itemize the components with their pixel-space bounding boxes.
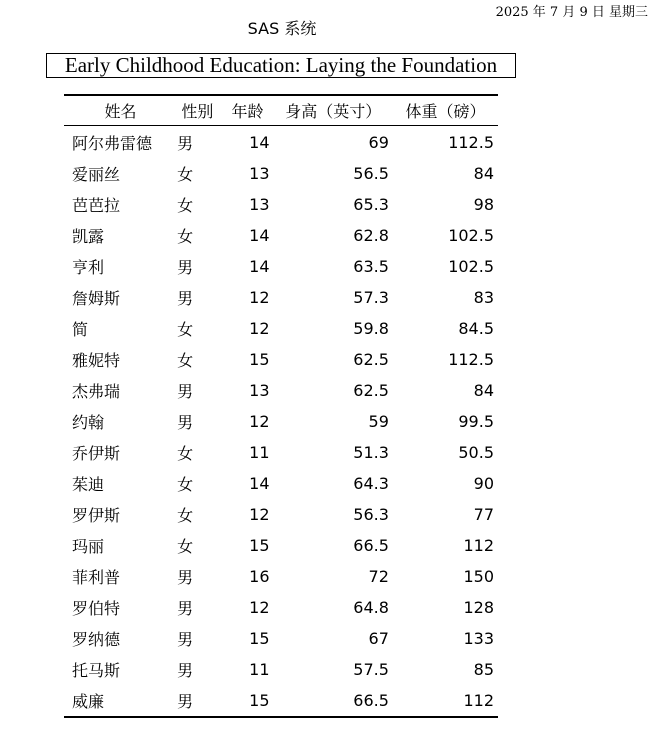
cell-height: 72: [368, 567, 389, 586]
data-table: [64, 94, 498, 718]
report-date: 2025 年 7 月 9 日 星期三: [495, 5, 648, 20]
cell-name: 凯露: [72, 227, 105, 246]
cell-age: 16: [249, 567, 270, 586]
table-row: [64, 530, 498, 561]
cell-weight: 128: [463, 598, 494, 617]
cell-age: 12: [249, 505, 270, 524]
cell-height: 69: [368, 132, 389, 152]
cell-sex: 女: [177, 196, 194, 215]
cell-height: 64.8: [353, 598, 389, 617]
cell-height: 66.5: [274, 685, 393, 717]
table-row: [64, 282, 498, 313]
cell-name: 罗伊斯: [72, 506, 121, 525]
cell-age: 13: [249, 195, 270, 214]
table-row: [64, 685, 498, 717]
table-row: [64, 313, 498, 344]
cell-name: 阿尔弗雷德: [72, 133, 153, 153]
cell-age: 13: [249, 381, 270, 400]
cell-height: 59: [368, 412, 389, 431]
table-row: [64, 406, 498, 437]
cell-weight: 98: [473, 195, 494, 214]
cell-height: 56.3: [353, 505, 389, 524]
cell-sex: 女: [177, 444, 194, 463]
column-header-height: 身高（英寸）: [274, 95, 393, 126]
cell-weight: 90: [473, 474, 494, 493]
cell-age: 12: [249, 319, 270, 338]
table-row: [64, 623, 498, 654]
cell-height: 67: [368, 629, 389, 648]
cell-height: 62.5: [353, 350, 389, 369]
cell-name: 罗纳德: [72, 630, 121, 649]
table-row: [64, 251, 498, 282]
cell-name: 茱迪: [72, 475, 105, 494]
table-body: [64, 126, 498, 718]
cell-weight: 84.5: [458, 319, 494, 338]
cell-weight: 112: [393, 685, 498, 717]
cell-age: 11: [249, 443, 270, 462]
column-header-name: 姓名: [64, 95, 173, 126]
cell-age: 14: [249, 226, 270, 245]
cell-age: 13: [249, 164, 270, 183]
cell-name: 芭芭拉: [72, 196, 121, 215]
table-header-row: [64, 95, 498, 126]
cell-age: 11: [249, 660, 270, 679]
cell-sex: 男: [177, 599, 194, 618]
cell-sex: 男: [177, 630, 194, 649]
cell-age: 12: [249, 288, 270, 307]
cell-sex: 男: [177, 413, 194, 432]
cell-sex: 女: [177, 320, 194, 339]
cell-sex: 女: [177, 351, 194, 370]
cell-weight: 50.5: [458, 443, 494, 462]
cell-age: 15: [222, 685, 274, 717]
cell-name: 威廉: [64, 685, 173, 717]
cell-weight: 112.5: [448, 350, 494, 369]
cell-name: 罗伯特: [72, 599, 121, 618]
cell-name: 托马斯: [72, 661, 121, 680]
cell-height: 63.5: [353, 257, 389, 276]
cell-weight: 83: [473, 288, 494, 307]
cell-name: 乔伊斯: [72, 444, 121, 463]
cell-weight: 102.5: [448, 257, 494, 276]
cell-height: 64.3: [353, 474, 389, 493]
cell-age: 15: [249, 536, 270, 555]
column-header-sex: 性别: [173, 95, 222, 126]
cell-height: 56.5: [353, 164, 389, 183]
cell-age: 15: [249, 629, 270, 648]
table-row: [64, 561, 498, 592]
cell-name: 玛丽: [72, 537, 105, 556]
cell-height: 59.8: [353, 319, 389, 338]
cell-weight: 102.5: [448, 226, 494, 245]
table-row: [64, 126, 498, 159]
table-row: [64, 592, 498, 623]
table-row: [64, 654, 498, 685]
cell-age: 12: [249, 412, 270, 431]
cell-sex: 女: [177, 227, 194, 246]
table-row: [64, 158, 498, 189]
cell-height: 57.5: [353, 660, 389, 679]
table-row: [64, 375, 498, 406]
cell-name: 詹姆斯: [72, 289, 121, 308]
cell-weight: 99.5: [458, 412, 494, 431]
cell-name: 杰弗瑞: [72, 382, 121, 401]
cell-sex: 男: [177, 289, 194, 308]
cell-name: 简: [72, 320, 89, 339]
cell-name: 爱丽丝: [72, 165, 121, 184]
table-row: [64, 468, 498, 499]
cell-height: 62.8: [353, 226, 389, 245]
cell-weight: 112: [463, 536, 494, 555]
cell-weight: 85: [473, 660, 494, 679]
table-row: [64, 499, 498, 530]
table-row: [64, 437, 498, 468]
column-header-age: 年龄: [222, 95, 274, 126]
cell-sex: 男: [177, 258, 194, 277]
cell-sex: 男: [177, 661, 194, 680]
column-header-weight: 体重（磅）: [393, 95, 498, 126]
cell-height: 51.3: [353, 443, 389, 462]
cell-age: 14: [249, 474, 270, 493]
cell-weight: 84: [473, 164, 494, 183]
cell-sex: 女: [177, 165, 194, 184]
cell-age: 14: [249, 257, 270, 276]
cell-name: 菲利普: [72, 568, 121, 587]
table-row: [64, 189, 498, 220]
cell-weight: 77: [473, 505, 494, 524]
table-row: [64, 344, 498, 375]
cell-height: 62.5: [353, 381, 389, 400]
cell-name: 约翰: [72, 413, 105, 432]
system-title: SAS 系统: [247, 19, 317, 38]
cell-age: 15: [249, 350, 270, 369]
cell-name: 雅妮特: [72, 351, 121, 370]
cell-sex: 男: [177, 382, 194, 401]
cell-height: 66.5: [353, 536, 389, 555]
cell-sex: 女: [177, 506, 194, 525]
cell-sex: 男: [177, 568, 194, 587]
cell-sex: 男: [173, 685, 222, 717]
cell-height: 57.3: [353, 288, 389, 307]
cell-weight: 150: [463, 567, 494, 586]
cell-weight: 133: [463, 629, 494, 648]
table-row: [64, 220, 498, 251]
cell-sex: 女: [177, 475, 194, 494]
cell-height: 65.3: [353, 195, 389, 214]
cell-weight: 112.5: [448, 132, 494, 152]
cell-age: 14: [249, 132, 270, 152]
cell-sex: 男: [177, 133, 194, 153]
cell-name: 亨利: [72, 258, 105, 277]
cell-age: 12: [249, 598, 270, 617]
cell-sex: 女: [177, 537, 194, 556]
report-title: Early Childhood Education: Laying the Foundation: [46, 53, 516, 78]
cell-weight: 84: [473, 381, 494, 400]
